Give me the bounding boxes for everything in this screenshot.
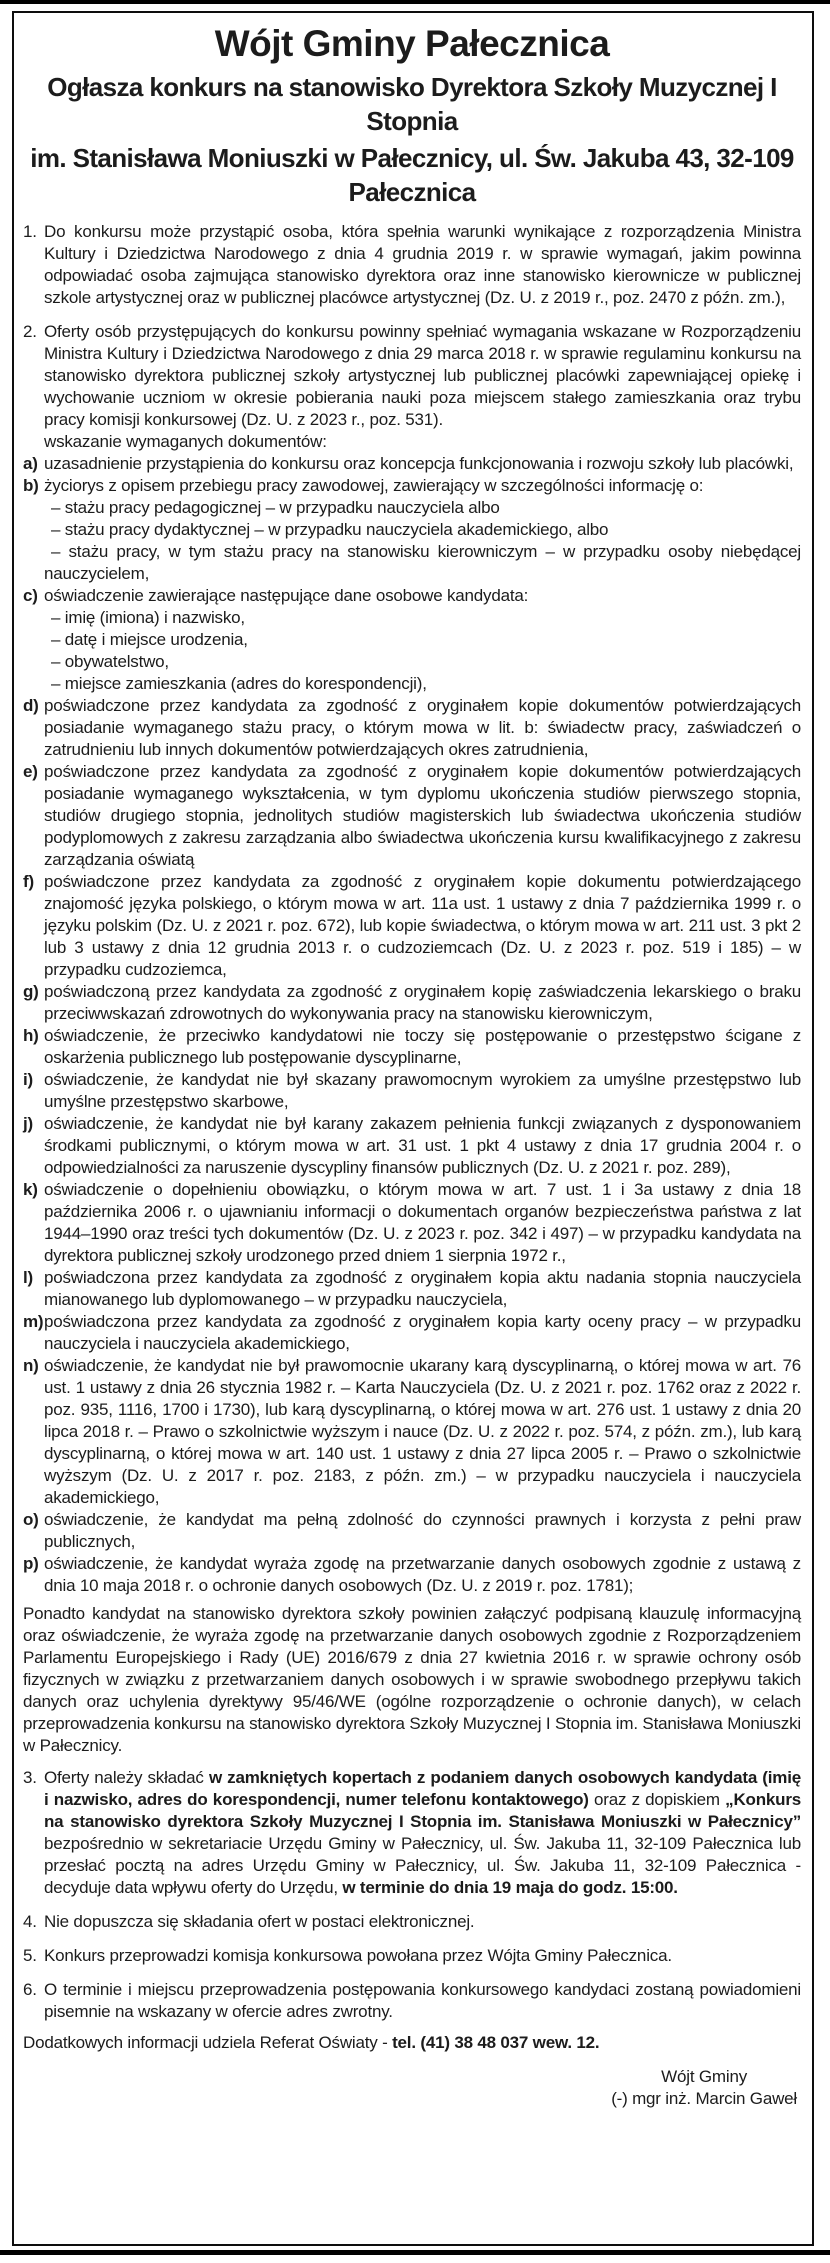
item-text: oświadczenie, że przeciwko kandydatowi nie toczy się postępowanie o przestępstwo ścigane z oskarżenia publicznego lub postępowanie dyscyplinarne, — [44, 1026, 801, 1067]
item-number: 2. — [23, 322, 37, 341]
item-i — [23, 1069, 801, 1113]
item-c — [23, 585, 801, 695]
item-text: Do konkursu może przystąpić osoba, która spełnia warunki wynikające z rozporządzenia Ministra Kultury i Dziedzictwa Narodowego z dnia 4 grudnia 2019 r. w sprawie wymagań, jakim powinna odpowiadać osoba zajmująca stanowisko dyrektora oraz inne stanowisko kierownicze w publicznej szkole artystycznej oraz w publicznej placówce artystycznej (Dz. U. z 2019 r., poz. 2470 z późn. zm.), — [44, 222, 801, 307]
item-text: poświadczone przez kandydata za zgodność z oryginałem kopie dokumentu potwierdzającego znajomość języka polskiego, o którym mowa w art. 11a ust. 1 ustawy z dnia 7 października 1999 r. o języku polskim (Dz. U. z 2021 r. poz. 672), lub kopie świadectwa, o którym mowa w art. 211 ust. 3 pkt 2 lub 3 ustawy z dnia 12 grudnia 2013 r. o cudzoziemcach (Dz. U. z 2023 r. poz. 519 i 185) – w przypadku cudzoziemca, — [44, 872, 801, 979]
item-text: oświadczenie, że kandydat nie był karany zakazem pełnienia funkcji związanych z dysponowaniem środkami publicznymi, o którym mowa w art. 31 ust. 1 pkt 4 ustawy z dnia 17 grudnia 2004 r. o odpowiedzialności za naruszenie dyscypliny finansów publicznych (Dz. U. z 2021 r. poz. 289), — [44, 1114, 801, 1177]
page-title: Wójt Gminy Pałecznica — [214, 23, 610, 64]
item-l — [23, 1267, 801, 1311]
item-text: oświadczenie, że kandydat nie był skazany prawomocnym wyrokiem za umyślne przestępstwo lub umyślne przestępstwo skarbowe, — [44, 1070, 801, 1111]
item-letter: o) — [23, 1510, 39, 1529]
item-letter: k) — [23, 1180, 38, 1199]
item-3-segment-bold: w terminie do dnia 19 maja do godz. 15:00. — [342, 1878, 678, 1897]
item-f — [23, 871, 801, 981]
item-number: 5. — [23, 1946, 37, 1965]
item-k — [23, 1179, 801, 1267]
item-text — [44, 1767, 801, 1899]
item-text: oświadczenie, że kandydat ma pełną zdolność do czynności prawnych i korzysta z pełni praw publicznych, — [44, 1510, 801, 1551]
contact-phone: tel. (41) 38 48 037 wew. 12. — [392, 2033, 600, 2052]
rodo-paragraph: Ponadto kandydat na stanowisko dyrektora szkoły powinien załączyć podpisaną klauzulę informacyjną oraz oświadczenie, że wyraża zgodę na przetwarzanie danych osobowych zgodnie z Rozporządzeniem Parlamentu Europejskiego i Rady (UE) 2016/679 z dnia 27 kwietnia 2016 r. w sprawie ochrony osób fizycznych w związku z przetwarzaniem danych osobowych i w sprawie swobodnego przepływu takich danych oraz uchylenia dyrektywy 95/46/WE (ogólne rozporządzenie o ochronie danych), w celach przeprowadzenia konkursu na stanowisko dyrektora Szkoły Muzycznej I Stopnia im. Stanisława Moniuszki w Pałecznicy. — [23, 1604, 801, 1755]
item-letter: a) — [23, 454, 38, 473]
item-letter: p) — [23, 1554, 39, 1573]
page-top-edge-bar — [0, 0, 830, 4]
item-letter: m) — [23, 1312, 44, 1331]
item-letter: b) — [23, 476, 39, 495]
item-text: oświadczenie o dopełnieniu obowiązku, o którym mowa w art. 7 ust. 1 i 3a ustawy z dnia 18 października 2006 r. o ujawnianiu informacji o dokumentach organów bezpieczeństwa państwa z lat 1944–1990 oraz treści tych dokumentów (Dz. U. z 2023 r. poz. 342 i 497) – w przypadku kandydata na dyrektora publicznej szkoły urodzonego przed dniem 1 sierpnia 1972 r., — [44, 1180, 801, 1265]
item-a — [23, 453, 801, 475]
item-letter: l) — [23, 1268, 33, 1287]
item-number: 3. — [23, 1768, 37, 1787]
item-text: poświadczone przez kandydata za zgodność z oryginałem kopie dokumentów potwierdzających posiadanie wymaganego stażu pracy, o którym mowa w lit. b: świadectw pracy, zaświadczeń o zatrudnieniu lub innych dokumentów potwierdzających okres zatrudnienia, — [44, 696, 801, 759]
contact-info-text: Dodatkowych informacji udziela Referat Oświaty - — [23, 2033, 393, 2052]
item-letter: f) — [23, 872, 34, 891]
dash-sub-item: – datę i miejsce urodzenia, — [51, 630, 248, 649]
signature-name: (-) mgr inż. Marcin Gaweł — [611, 2089, 797, 2108]
item-text: Konkurs przeprowadzi komisja konkursowa powołana przez Wójta Gminy Pałecznica. — [44, 1946, 672, 1965]
item-letter: j) — [23, 1114, 33, 1133]
contact-info-line — [23, 2032, 801, 2054]
item-text: oświadczenie, że kandydat nie był prawomocnie ukarany karą dyscyplinarną, o której mowa w art. 76 ust. 1 ustawy z dnia 26 stycznia 1982 r. – Karta Nauczyciela (Dz. U. z 2021 r. poz. 1762 oraz z 2022 r. poz. 935, 1116, 1700 i 1730), lub karą dyscyplinarną, o której mowa w art. 276 ust. 1 ustawy z dnia 20 lipca 2018 r. – Prawo o szkolnictwie wyższym i nauce (Dz. U. z 2022 r. poz. 574, z późn. zm.), lub karą dyscyplinarną, o której mowa w art. 140 ust. 1 ustawy z dnia 27 lipca 2005 r. – Prawo o szkolnictwie wyższym (Dz. U. z 2017 r. poz. 2183, z późn. zm.) – w przypadku nauczyciela i nauczyciela akademickiego, — [44, 1356, 801, 1507]
item-text: Nie dopuszcza się składania ofert w postaci elektronicznej. — [44, 1912, 475, 1931]
dash-sub-item: – obywatelstwo, — [51, 652, 169, 671]
dash-sub-item: – stażu pracy pedagogicznej – w przypadku nauczyciela albo — [51, 498, 500, 517]
item-2 — [23, 321, 801, 453]
item-n — [23, 1355, 801, 1509]
signature-role: Wójt Gminy — [661, 2067, 748, 2086]
item-number: 1. — [23, 222, 37, 241]
item-text: poświadczona przez kandydata za zgodność z oryginałem kopia karty oceny pracy – w przypadku nauczyciela i nauczyciela akademickiego, — [44, 1312, 801, 1353]
item-4 — [23, 1911, 801, 1933]
item-letter: d) — [23, 696, 39, 715]
item-letter: n) — [23, 1356, 39, 1375]
item-letter: e) — [23, 762, 38, 781]
item-p — [23, 1553, 801, 1597]
item-h — [23, 1025, 801, 1069]
item-text: poświadczona przez kandydata za zgodność z oryginałem kopia aktu nadania stopnia nauczyciela mianowanego lub dyplomowanego – w przypadku nauczyciela, — [44, 1268, 801, 1309]
item-text — [44, 475, 801, 585]
item-text: poświadczone przez kandydata za zgodność z oryginałem kopie dokumentów potwierdzających posiadanie wymaganego wykształcenia, w tym dyplomu ukończenia studiów pierwszego stopnia, studiów drugiego stopnia, jednolitych studiów magisterskich lub świadectwa ukończenia studiów podyplomowych z zakresu zarządzania albo świadectwa ukończenia kursu kwalifikacyjnego z zakresu zarządzania oświatą — [44, 762, 801, 869]
dash-sub-item: – stażu pracy, w tym stażu pracy na stanowisku kierowniczym – w przypadku osoby niebędącej nauczycielem, — [44, 542, 801, 583]
item-d — [23, 695, 801, 761]
item-g — [23, 981, 801, 1025]
page-subtitle-line2: im. Stanisława Moniuszki w Pałecznicy, ul. Św. Jakuba 43, 32-109 Pałecznica — [30, 143, 794, 207]
item-number: 4. — [23, 1912, 37, 1931]
item-b — [23, 475, 801, 585]
item-m — [23, 1311, 801, 1355]
item-text: O terminie i miejscu przeprowadzenia postępowania konkursowego kandydaci zostaną powiadomieni pisemnie na wskazany w ofercie adres zwrotny. — [44, 1980, 801, 2021]
announcement-frame — [12, 11, 814, 2246]
item-o — [23, 1509, 801, 1553]
item-3 — [23, 1767, 801, 1899]
item-text: poświadczoną przez kandydata za zgodność z oryginałem kopię zaświadczenia lekarskiego o braku przeciwwskazań zdrowotnych do wykonywania pracy na stanowisku kierowniczym, — [44, 982, 801, 1023]
signature-block — [611, 2066, 797, 2110]
dash-sub-item: – imię (imiona) i nazwisko, — [51, 608, 245, 627]
item-letter: c) — [23, 586, 38, 605]
page-bottom-edge-bar — [0, 2250, 830, 2255]
item-e — [23, 761, 801, 871]
signature-row — [23, 2066, 801, 2110]
item-3-segment: bezpośrednio w sekretariacie Urzędu Gminy w Pałecznicy, ul. Św. Jakuba 11, 32-109 Pałecznica lub przesłać pocztą na adres Urzędu Gminy w Pałecznicy, ul. Św. Jakuba 11, 32-109 Pałecznica - decyduje data wpływu oferty do Urzędu, — [44, 1834, 801, 1897]
announcement-content — [23, 21, 801, 2110]
item-number: 6. — [23, 1980, 37, 1999]
item-2-followup: wskazanie wymaganych dokumentów: — [44, 432, 327, 451]
item-1 — [23, 221, 801, 309]
item-5 — [23, 1945, 801, 1967]
item-c-main-text: oświadczenie zawierające następujące dane osobowe kandydata: — [44, 586, 529, 605]
dash-sub-item: – stażu pracy dydaktycznej – w przypadku nauczyciela akademickiego, albo — [51, 520, 609, 539]
item-2-main-text: Oferty osób przystępujących do konkursu powinny spełniać wymagania wskazane w Rozporządzeniu Ministra Kultury i Dziedzictwa Narodowego z dnia 29 marca 2018 r. w sprawie regulaminu konkursu na stanowisko dyrektora publicznej szkoły artystycznej lub publicznej placówki zapewniającej opiekę i wychowanie uczniom w okresie pobierania nauki poza miejscem stałego zamieszkania oraz trybu pracy komisji konkursowej (Dz. U. z 2023 r., poz. 531). — [44, 322, 801, 429]
item-letter: i) — [23, 1070, 33, 1089]
item-3-segment: Oferty należy składać — [44, 1768, 209, 1787]
item-text — [44, 321, 801, 453]
item-b-main-text: życiorys z opisem przebiegu pracy zawodowej, zawierający w szczególności informację o: — [44, 476, 704, 495]
item-text: oświadczenie, że kandydat wyraża zgodę na przetwarzanie danych osobowych zgodnie z ustawą z dnia 10 maja 2018 r. o ochronie danych osobowych (Dz. U. z 2019 r. poz. 1781); — [44, 1554, 801, 1595]
dash-sub-item: – miejsce zamieszkania (adres do korespondencji), — [51, 674, 427, 693]
item-letter: g) — [23, 982, 39, 1001]
page-subtitle-line1: Ogłasza konkurs na stanowisko Dyrektora Szkoły Muzycznej I Stopnia — [47, 72, 777, 136]
item-3-segment-bold: w zamkniętych kopertach z podaniem danych osobowych kandydata (imię i nazwisko, adres do korespondencji, numer telefonu kontaktowego) — [44, 1768, 801, 1809]
item-letter: h) — [23, 1026, 39, 1045]
item-text — [44, 585, 801, 695]
item-j — [23, 1113, 801, 1179]
item-3-segment-bold: „Konkurs na stanowisko dyrektora Szkoły Muzycznej I Stopnia im. Stanisława Moniuszki w Pałecznicy” — [44, 1790, 801, 1831]
item-text: uzasadnienie przystąpienia do konkursu oraz koncepcja funkcjonowania i rozwoju szkoły lub placówki, — [44, 454, 794, 473]
item-6 — [23, 1979, 801, 2023]
item-3-segment: oraz z dopiskiem — [588, 1790, 726, 1809]
